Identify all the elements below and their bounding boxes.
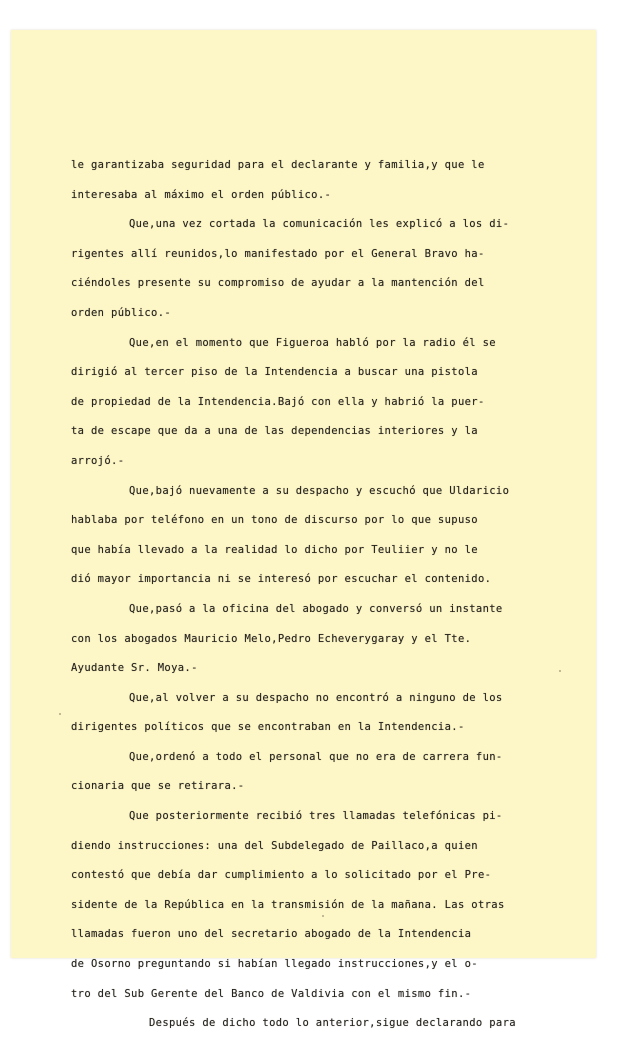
text-line: orden público.- (71, 306, 172, 319)
text-line: Que,al volver a su despacho no encontró a ninguno de los (129, 691, 503, 704)
paper-speck (59, 713, 61, 715)
paper-speck (559, 670, 561, 672)
text-line: con los abogados Mauricio Melo,Pedro Echeverygaray y el Tte. (71, 632, 472, 645)
text-line: le garantizaba seguridad para el declarante y familia,y que le (71, 159, 485, 171)
text-line: de Osorno preguntando si habían llegado instrucciones,y el o- (71, 958, 478, 971)
text-line: sidente de la República en la transmisión de la mañana. Las otras (71, 898, 505, 911)
text-line: de propiedad de la Intendencia.Bajó con ella y habrió la puer- (71, 395, 485, 408)
text-line: Que,pasó a la oficina del abogado y conversó un instante (129, 602, 503, 615)
text-line: dió mayor importancia ni se interesó por escuchar el contenido. (71, 573, 492, 586)
text-line: contestó que debía dar cumplimiento a lo solicitado por el Pre- (71, 869, 492, 882)
text-line: tro del Sub Gerente del Banco de Valdivia con el mismo fin.- (71, 987, 472, 1000)
text-line: Después de dicho todo lo anterior,sigue declarando para (149, 1017, 516, 1030)
text-line: ta de escape que da a una de las dependencias interiores y la (71, 425, 478, 438)
text-line: Que,una vez cortada la comunicación les explicó a los di- (129, 218, 510, 231)
text-line: dirigió al tercer piso de la Intendencia a buscar una pistola (71, 366, 478, 379)
text-line: dirigentes políticos que se encontraban en la Intendencia.- (71, 721, 465, 734)
text-line: Ayudante Sr. Moya.- (71, 662, 198, 675)
text-line: Que,ordenó a todo el personal que no era de carrera fun- (129, 750, 503, 763)
text-line: interesaba al máximo el orden público.- (71, 188, 332, 201)
typed-text-body (71, 151, 571, 1039)
document-page (11, 30, 596, 1030)
text-line: hablaba por teléfono en un tono de discurso por lo que supuso (71, 514, 478, 527)
text-line: llamadas fueron uno del secretario abogado de la Intendencia (71, 928, 472, 941)
text-line: Que,bajó nuevamente a su despacho y escuchó que Uldaricio (129, 484, 510, 497)
paper-speck (322, 915, 324, 917)
text-line: Que,en el momento que Figueroa habló por la radio él se (129, 336, 496, 349)
text-line: cionaria que se retirara.- (71, 780, 245, 793)
text-line: rigentes allí reunidos,lo manifestado por el General Bravo ha- (71, 247, 485, 260)
text-line: arrojó.- (71, 454, 125, 467)
text-line: diendo instrucciones: una del Subdelegado de Paillaco,a quien (71, 839, 478, 852)
text-line: ciéndoles presente su compromiso de ayudar a la mantención del (71, 277, 485, 290)
text-line: que había llevado a la realidad lo dicho por Teuliier y no le (71, 543, 478, 556)
text-line: Que posteriormente recibió tres llamadas telefónicas pi- (129, 810, 503, 823)
